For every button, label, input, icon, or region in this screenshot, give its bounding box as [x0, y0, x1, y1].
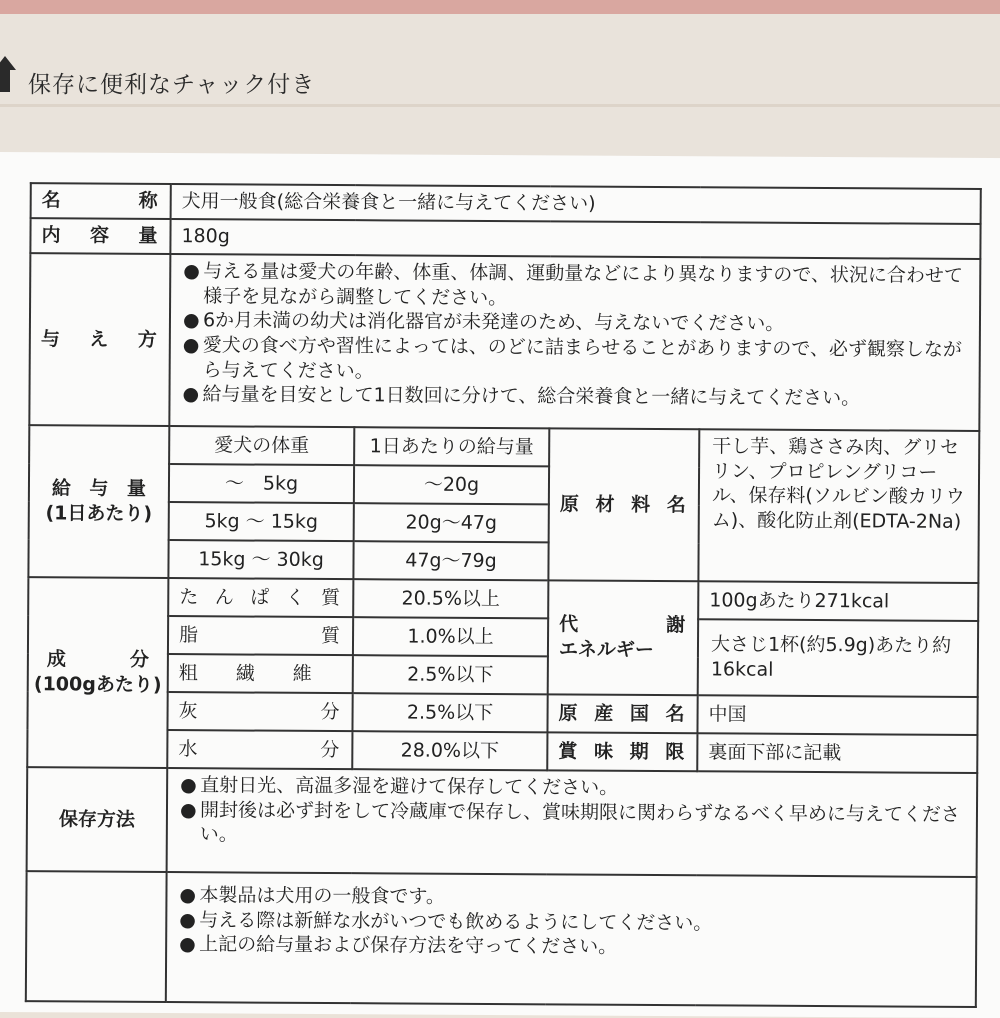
- ingredients-value: 干し芋、鶏ささみ肉、グリセリン、プロピレングリコール、保存料(ソルビン酸カリウム)、酸化防止剤(EDTA-2Na): [698, 429, 979, 583]
- nutrition-label: 成 分 (100gあたり): [27, 577, 168, 768]
- zipper-seam: [0, 104, 1000, 107]
- col-amount-header: 1日あたりの給与量: [354, 427, 549, 466]
- energy-per-spoon: 大さじ1杯(約5.9g)あたり約16kcal: [698, 619, 978, 697]
- amount-label: 給 与 量 (1日あたり): [28, 425, 169, 578]
- amount-weight: 15kg 〜 30kg: [168, 540, 353, 579]
- feeding-item: ● 与える量は愛犬の年齢、体重、体調、運動量などにより異なりますので、状況に合わせて様子を見ながら調整してください。: [183, 259, 971, 313]
- expiry-value: 裏面下部に記載: [697, 733, 977, 773]
- nutrition-row: [27, 729, 977, 773]
- notes-list: [166, 872, 977, 1007]
- notes-label: [26, 871, 167, 1002]
- note-item: ● 本製品は犬用の一般食です。: [179, 883, 967, 913]
- col-weight-header: 愛犬の体重: [169, 426, 354, 465]
- origin-value: 中国: [697, 695, 977, 735]
- amount-value: 47g〜79g: [353, 541, 548, 580]
- nutrition-row: [27, 691, 977, 735]
- row-name: [31, 183, 981, 224]
- name-value: 犬用一般食(総合栄養食と一緒に与えてください): [171, 184, 981, 224]
- row-content: [30, 218, 980, 259]
- nutrient-value: 1.0%以上: [353, 617, 548, 656]
- row-notes: [26, 871, 977, 1007]
- storage-instructions: [167, 768, 978, 877]
- nutrient-name: 灰 分: [167, 692, 352, 731]
- row-amount-header: [29, 425, 979, 469]
- nutrient-value: 20.5%以上: [353, 579, 548, 618]
- zipper-feature-text: 保存に便利なチャック付き: [28, 72, 316, 98]
- nutrient-name: 脂 質: [168, 616, 353, 655]
- bag-top-edge: [0, 0, 1000, 14]
- energy-per-100g: 100gあたり271kcal: [698, 581, 978, 621]
- feeding-label: 与 え 方: [29, 253, 170, 426]
- amount-value: 20g〜47g: [354, 503, 549, 542]
- nutrient-value: 2.5%以下: [353, 655, 548, 694]
- amount-sublabel: (1日あたり): [45, 502, 153, 525]
- content-label: 内 容 量: [30, 218, 170, 254]
- storage-item: ● 直射日光、高温多湿を避けて保存してください。: [180, 773, 968, 803]
- ingredients-label: 原 材 料 名: [548, 428, 699, 581]
- energy-label: 代 謝 エネルギー: [548, 580, 699, 695]
- nutrition-sublabel: (100gあたり): [33, 673, 162, 696]
- product-info-table: [25, 182, 982, 1008]
- origin-label: 原 産 国 名: [547, 694, 697, 733]
- note-item: ● 与える際は新鮮な水がいつでも飲めるようにしてください。: [179, 908, 967, 938]
- feeding-item: ● 6か月未満の幼犬は消化器官が未発達のため、与えないでください。: [183, 308, 971, 338]
- amount-weight: 〜 5kg: [169, 464, 354, 503]
- storage-item: ● 開封後は必ず封をして冷蔵庫で保存し、賞味期限に関わらずなるべく早めに与えてください。: [180, 798, 968, 852]
- note-item: ● 上記の給与量および保存方法を守ってください。: [179, 932, 967, 962]
- nutrient-value: 28.0%以下: [352, 731, 547, 770]
- feeding-item: ● 給与量を目安として1日数回に分けて、総合栄養食と一緒に与えてください。: [182, 383, 970, 413]
- amount-value: 〜20g: [354, 465, 549, 504]
- up-arrow-icon: [0, 52, 16, 92]
- content-value: 180g: [170, 219, 980, 259]
- nutrient-name: た ん ぱ く 質: [168, 578, 353, 617]
- nutrient-name: 水 分: [167, 730, 352, 769]
- feeding-instructions: [169, 254, 980, 431]
- row-feeding: [29, 253, 980, 431]
- amount-weight: 5kg 〜 15kg: [169, 502, 354, 541]
- product-label: [0, 152, 1000, 1018]
- name-label: 名 称: [31, 183, 171, 219]
- nutrition-row: [28, 615, 978, 659]
- nutrient-value: 2.5%以下: [352, 693, 547, 732]
- row-storage: [27, 767, 978, 877]
- expiry-label: 賞 味 期 限: [547, 732, 697, 771]
- feeding-item: ● 愛犬の食べ方や習性によっては、のどに詰まらせることがありますので、必ず観察しながら与えてください。: [183, 333, 971, 387]
- nutrient-name: 粗 繊 維: [168, 654, 353, 693]
- storage-label: 保存方法: [27, 767, 168, 872]
- nutrition-row: [28, 577, 978, 621]
